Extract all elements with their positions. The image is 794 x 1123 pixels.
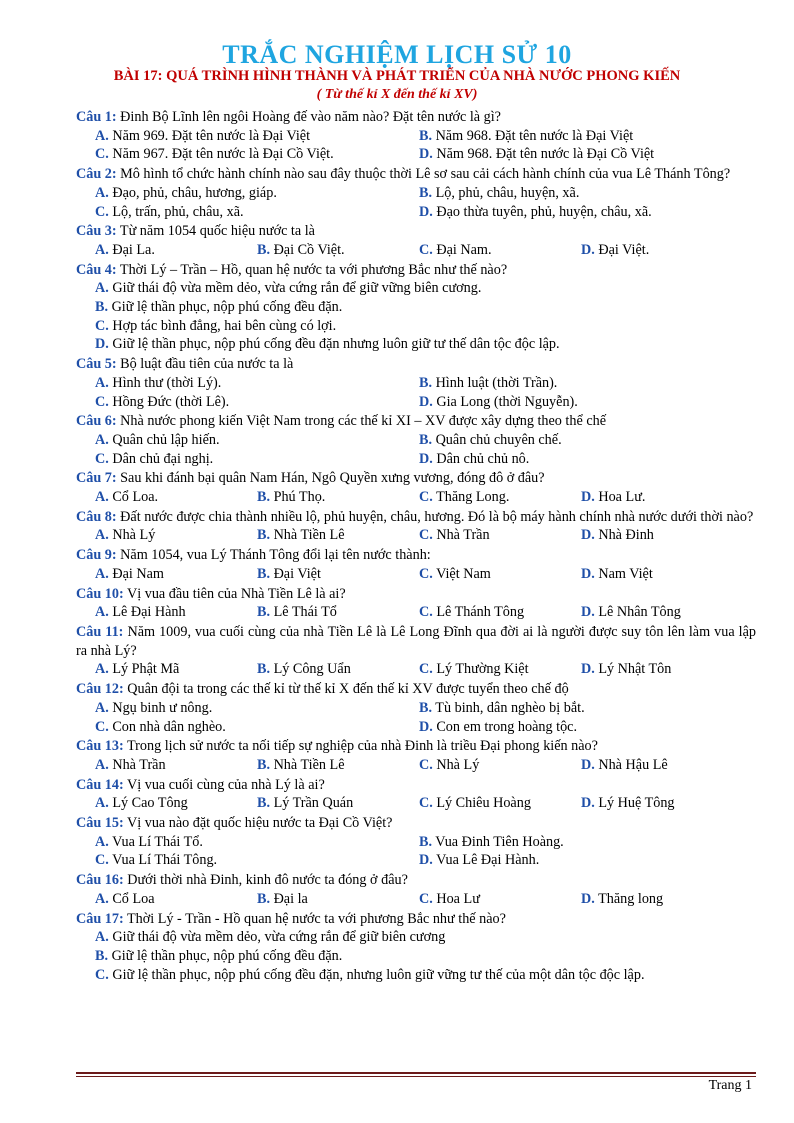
answer-option — [95, 851, 419, 870]
option-text: Nhà Tiền Lê — [270, 527, 345, 544]
answer-option — [257, 660, 419, 679]
answer-options — [76, 184, 756, 221]
option-letter: C. — [95, 852, 109, 869]
option-text: Đại Việt — [270, 565, 321, 582]
option-text: Lộ, trấn, phủ, châu, xã. — [108, 203, 244, 220]
option-text: Đạo thừa tuyên, phủ, huyện, châu, xã. — [432, 203, 652, 220]
option-text: Con em trong hoàng tộc. — [432, 718, 578, 735]
option-letter: C. — [419, 661, 433, 678]
option-text: Hồng Đức (thời Lê). — [108, 393, 230, 410]
option-letter: A. — [95, 795, 109, 812]
option-text: Lý Thường Kiệt — [432, 661, 529, 678]
option-letter: B. — [257, 756, 271, 773]
answer-options — [76, 488, 756, 507]
answer-options — [76, 603, 756, 622]
option-letter: B. — [257, 604, 271, 621]
question-text — [76, 623, 756, 660]
answer-option — [95, 203, 419, 222]
option-letter: C. — [419, 890, 433, 907]
question-body: Bộ luật đầu tiên của nước ta là — [116, 356, 294, 373]
question-item — [76, 585, 756, 622]
option-letter: B. — [257, 489, 271, 506]
answer-option — [95, 241, 257, 260]
question-body: Nhà nước phong kiến Việt Nam trong các thế kỉ XI – XV được xây dựng theo thể chế — [116, 413, 607, 430]
answer-option — [419, 526, 581, 545]
option-letter: A. — [95, 565, 109, 582]
answer-options — [76, 127, 756, 164]
question-label: Câu 2: — [76, 166, 117, 183]
answer-option — [95, 317, 756, 336]
option-text: Dân chủ chủ nô. — [432, 450, 530, 467]
answer-option — [95, 660, 257, 679]
answer-option — [95, 756, 257, 775]
question-text — [76, 108, 756, 127]
question-label: Câu 14: — [76, 776, 124, 793]
answer-options — [76, 928, 756, 984]
footer-rule — [76, 1072, 756, 1074]
option-text: Gia Long (thời Nguyễn). — [432, 393, 578, 410]
question-item — [76, 814, 756, 870]
answer-option — [257, 794, 419, 813]
option-text: Hoa Lư. — [594, 489, 646, 506]
option-letter: D. — [581, 661, 595, 678]
answer-option — [257, 603, 419, 622]
option-letter: B. — [257, 527, 271, 544]
question-label: Câu 13: — [76, 738, 124, 755]
answer-option — [95, 699, 419, 718]
option-text: Ngụ binh ư nông. — [108, 699, 213, 716]
option-letter: D. — [419, 718, 433, 735]
question-label: Câu 17: — [76, 910, 124, 927]
option-text: Giữ lệ thần phục, nộp phú cống đều đặn. — [108, 947, 343, 964]
option-letter: B. — [419, 127, 433, 144]
option-text: Cổ Loa. — [108, 489, 159, 506]
question-label: Câu 15: — [76, 815, 124, 832]
option-letter: A. — [95, 833, 109, 850]
answer-option — [95, 298, 756, 317]
option-text: Năm 969. Đặt tên nước là Đại Việt — [108, 127, 311, 144]
question-item — [76, 776, 756, 813]
question-label: Câu 9: — [76, 547, 117, 564]
answer-option — [95, 184, 419, 203]
option-text: Lý Trần Quán — [270, 795, 354, 812]
option-text: Đạo, phủ, châu, hương, giáp. — [108, 184, 277, 201]
option-text: Thăng Long. — [432, 489, 510, 506]
answer-option — [257, 890, 419, 909]
page-number: Trang 1 — [708, 1078, 752, 1093]
answer-options — [76, 374, 756, 411]
answer-options — [76, 241, 756, 260]
option-text: Năm 968. Đặt tên nước là Đại Việt — [432, 127, 634, 144]
answer-option — [581, 660, 756, 679]
option-text: Giữ thái độ vừa mềm dẻo, vừa cứng rắn để giữ vững biên cương. — [108, 280, 482, 297]
option-letter: C. — [419, 489, 433, 506]
option-letter: A. — [95, 890, 109, 907]
option-text: Vua Lí Thái Tông. — [108, 852, 218, 869]
question-item — [76, 108, 756, 164]
question-body: Thời Lý – Trần – Hồ, quan hệ nước ta với phương Bắc như thế nào? — [116, 261, 508, 278]
option-text: Con nhà dân nghèo. — [108, 718, 226, 735]
option-letter: B. — [257, 661, 271, 678]
option-letter: A. — [95, 127, 109, 144]
question-item — [76, 222, 756, 259]
question-text — [76, 546, 756, 565]
option-letter: C. — [419, 527, 433, 544]
option-letter: C. — [95, 718, 109, 735]
answer-option — [419, 603, 581, 622]
option-text: Phú Thọ. — [270, 489, 326, 506]
answer-option — [257, 241, 419, 260]
option-text: Đại Cồ Việt. — [270, 241, 345, 258]
answer-option — [95, 488, 257, 507]
option-text: Quân chủ chuyên chế. — [432, 431, 562, 448]
option-text: Đại la — [270, 890, 308, 907]
option-letter: B. — [257, 795, 271, 812]
question-item — [76, 910, 756, 985]
answer-option — [581, 526, 756, 545]
option-text: Lộ, phủ, châu, huyện, xã. — [432, 184, 580, 201]
option-letter: C. — [95, 146, 109, 163]
answer-options — [76, 279, 756, 354]
answer-option — [419, 794, 581, 813]
question-label: Câu 8: — [76, 508, 117, 525]
option-letter: A. — [95, 489, 109, 506]
answer-option — [95, 279, 756, 298]
option-text: Đại La. — [108, 241, 155, 258]
question-text — [76, 814, 756, 833]
option-letter: D. — [419, 852, 433, 869]
option-letter: D. — [581, 756, 595, 773]
question-text — [76, 680, 756, 699]
question-text — [76, 776, 756, 795]
question-item — [76, 355, 756, 411]
option-text: Lý Công Uẩn — [270, 661, 351, 678]
answer-option — [95, 947, 756, 966]
lesson-subtitle: BÀI 17: QUÁ TRÌNH HÌNH THÀNH VÀ PHÁT TRIỂN CỦA NHÀ NƯỚC PHONG KIẾN — [113, 68, 681, 84]
answer-options — [76, 526, 756, 545]
option-text: Lý Phật Mã — [108, 661, 180, 678]
option-text: Năm 968. Đặt tên nước là Đại Cồ Việt — [432, 146, 655, 163]
answer-options — [76, 699, 756, 736]
question-body: Thời Lý - Trần - Hồ quan hệ nước ta với phương Bắc như thế nào? — [123, 910, 506, 927]
option-text: Lê Nhân Tông — [594, 604, 681, 621]
option-text: Việt Nam — [432, 565, 491, 582]
answer-options — [76, 890, 756, 909]
option-text: Lý Huệ Tông — [594, 795, 675, 812]
question-item — [76, 680, 756, 736]
question-text — [76, 737, 756, 756]
answer-options — [76, 794, 756, 813]
question-label: Câu 12: — [76, 681, 124, 698]
answer-options — [76, 833, 756, 870]
option-letter: C. — [419, 756, 433, 773]
option-text: Lê Đại Hành — [108, 604, 186, 621]
answer-option — [419, 450, 756, 469]
answer-option — [95, 966, 756, 985]
option-letter: C. — [419, 604, 433, 621]
answer-option — [95, 718, 419, 737]
question-item — [76, 261, 756, 355]
option-text: Giữ lệ thần phục, nộp phú cống đều đặn. — [108, 299, 343, 316]
answer-option — [419, 756, 581, 775]
question-body: Quân đội ta trong các thế kỉ từ thế kỉ X đến thế kỉ XV được tuyển theo chế độ — [123, 681, 569, 698]
option-letter: B. — [419, 431, 433, 448]
answer-option — [95, 890, 257, 909]
option-text: Thăng long — [594, 890, 664, 907]
option-letter: B. — [257, 241, 271, 258]
option-letter: B. — [257, 565, 271, 582]
option-text: Lý Nhật Tôn — [594, 661, 672, 678]
answer-option — [95, 127, 419, 146]
option-text: Quân chủ lập hiến. — [108, 431, 220, 448]
option-text: Năm 967. Đặt tên nước là Đại Cồ Việt. — [108, 146, 334, 163]
question-label: Câu 5: — [76, 356, 117, 373]
option-letter: D. — [581, 527, 595, 544]
question-item — [76, 871, 756, 908]
answer-option — [581, 488, 756, 507]
question-item — [76, 165, 756, 221]
option-letter: A. — [95, 756, 109, 773]
option-text: Hợp tác bình đẳng, hai bên cùng có lợi. — [108, 317, 337, 334]
answer-option — [581, 794, 756, 813]
option-text: Nhà Tiền Lê — [270, 756, 345, 773]
question-text — [76, 910, 756, 929]
answer-option — [419, 374, 756, 393]
question-text — [76, 355, 756, 374]
question-label: Câu 4: — [76, 261, 117, 278]
answer-option — [419, 431, 756, 450]
option-letter: C. — [95, 450, 109, 467]
question-label: Câu 3: — [76, 223, 117, 240]
answer-option — [95, 393, 419, 412]
question-label: Câu 1: — [76, 109, 117, 125]
option-letter: B. — [257, 890, 271, 907]
answer-options — [76, 660, 756, 679]
answer-option — [95, 794, 257, 813]
question-label: Câu 6: — [76, 413, 117, 430]
option-letter: C. — [95, 393, 109, 410]
answer-option — [419, 890, 581, 909]
question-text — [76, 508, 756, 527]
answer-option — [419, 488, 581, 507]
question-item — [76, 412, 756, 468]
answer-option — [419, 851, 756, 870]
question-item — [76, 737, 756, 774]
option-letter: D. — [419, 203, 433, 220]
question-body: Vị vua nào đặt quốc hiệu nước ta Đại Cồ Việt? — [123, 815, 393, 832]
option-letter: D. — [95, 336, 109, 353]
option-letter: A. — [95, 929, 109, 946]
option-text: Đại Nam — [108, 565, 164, 582]
question-body: Đinh Bộ Lĩnh lên ngôi Hoàng đế vào năm nào? Đặt tên nước là gì? — [116, 109, 501, 125]
answer-option — [419, 127, 756, 146]
answer-option — [95, 374, 419, 393]
question-text — [76, 412, 756, 431]
option-letter: A. — [95, 280, 109, 297]
question-text — [76, 585, 756, 604]
question-label: Câu 7: — [76, 470, 117, 487]
answer-option — [95, 431, 419, 450]
option-letter: A. — [95, 699, 109, 716]
option-letter: B. — [419, 699, 433, 716]
answer-option — [95, 450, 419, 469]
option-letter: C. — [419, 795, 433, 812]
answer-options — [76, 756, 756, 775]
footer-rule-thin — [76, 1076, 756, 1077]
question-text — [76, 469, 756, 488]
option-text: Nhà Hậu Lê — [594, 756, 668, 773]
option-letter: C. — [95, 203, 109, 220]
question-item — [76, 508, 756, 545]
answer-option — [581, 241, 756, 260]
option-letter: B. — [419, 374, 433, 391]
option-letter: B. — [95, 299, 109, 316]
option-text: Nhà Trần — [432, 527, 490, 544]
option-text: Tù binh, dân nghèo bị bắt. — [432, 699, 585, 716]
answer-option — [95, 928, 756, 947]
option-letter: D. — [581, 604, 595, 621]
answer-option — [257, 488, 419, 507]
option-text: Nhà Lý — [108, 527, 156, 544]
option-letter: B. — [419, 833, 433, 850]
option-text: Nhà Lý — [432, 756, 480, 773]
answer-option — [581, 756, 756, 775]
option-letter: D. — [581, 565, 595, 582]
option-text: Nhà Trần — [108, 756, 166, 773]
option-letter: D. — [419, 450, 433, 467]
option-letter: D. — [419, 393, 433, 410]
answer-option — [581, 603, 756, 622]
option-letter: D. — [581, 795, 595, 812]
answer-option — [419, 699, 756, 718]
option-text: Đại Nam. — [432, 241, 492, 258]
answer-options — [76, 431, 756, 468]
question-body: Sau khi đánh bại quân Nam Hán, Ngô Quyền xưng vương, đóng đô ở đâu? — [116, 470, 545, 487]
option-letter: A. — [95, 184, 109, 201]
option-text: Vua Lê Đại Hành. — [432, 852, 540, 869]
answer-option — [95, 526, 257, 545]
question-body: Năm 1054, vua Lý Thánh Tông đổi lại tên nước thành: — [116, 547, 431, 564]
answer-option — [257, 565, 419, 584]
question-text — [76, 261, 756, 280]
question-list — [76, 107, 756, 984]
answer-option — [419, 660, 581, 679]
answer-option — [95, 145, 419, 164]
question-item — [76, 546, 756, 583]
option-letter: A. — [95, 374, 109, 391]
question-text — [76, 871, 756, 890]
option-letter: A. — [95, 661, 109, 678]
option-text: Giữ lệ thần phục, nộp phú cống đều đặn, nhưng luôn giữ vững tư thế của một dân tộc độc lập. — [108, 966, 645, 983]
answer-option — [95, 335, 756, 354]
option-letter: C. — [95, 317, 109, 334]
option-letter: A. — [95, 527, 109, 544]
answer-option — [419, 184, 756, 203]
option-text: Nhà Đinh — [594, 527, 654, 544]
question-body: Vị vua đầu tiên của Nhà Tiền Lê là ai? — [123, 585, 346, 602]
answer-option — [419, 145, 756, 164]
option-text: Đại Việt. — [594, 241, 650, 258]
question-body: Mô hình tổ chức hành chính nào sau đây thuộc thời Lê sơ sau cải cách hành chính của vua Lê Thánh Tông? — [116, 166, 731, 183]
answer-options — [76, 565, 756, 584]
question-label: Câu 16: — [76, 872, 124, 889]
question-text — [76, 165, 756, 184]
question-body: Năm 1009, vua cuối cùng của nhà Tiền Lê là Lê Long Đĩnh qua đời ai là người được suy tôn lên làm vua lập ra nhà Lý? — [76, 623, 757, 659]
option-letter: B. — [95, 947, 109, 964]
option-text: Lý Cao Tông — [108, 795, 188, 812]
option-letter: D. — [581, 890, 595, 907]
answer-option — [419, 241, 581, 260]
answer-option — [257, 526, 419, 545]
answer-option — [419, 833, 756, 852]
question-body: Dưới thời nhà Đinh, kinh đô nước ta đóng ở đâu? — [123, 872, 408, 889]
answer-option — [419, 393, 756, 412]
question-body: Trong lịch sử nước ta nối tiếp sự nghiệp của nhà Đinh là triều Đại phong kiến nào? — [123, 738, 598, 755]
option-letter: A. — [95, 241, 109, 258]
question-item — [76, 623, 756, 679]
option-letter: D. — [419, 146, 433, 163]
option-text: Cổ Loa — [108, 890, 155, 907]
page-title: TRẮC NGHIỆM LỊCH SỬ 10 — [222, 40, 572, 69]
question-body: Vị vua cuối cùng của nhà Lý là ai? — [123, 776, 325, 793]
option-text: Lý Chiêu Hoàng — [432, 795, 531, 812]
answer-option — [419, 718, 756, 737]
option-text: Hình thư (thời Lý). — [108, 374, 222, 391]
question-body: Từ năm 1054 quốc hiệu nước ta là — [116, 223, 315, 240]
question-text — [76, 222, 756, 241]
answer-option — [581, 890, 756, 909]
answer-option — [419, 203, 756, 222]
option-text: Hình luật (thời Trần). — [432, 374, 558, 391]
option-text: Lê Thái Tổ — [270, 604, 337, 621]
question-label: Câu 10: — [76, 585, 124, 602]
answer-option — [95, 833, 419, 852]
option-letter: B. — [419, 184, 433, 201]
option-letter: A. — [95, 431, 109, 448]
option-text: Giữ thái độ vừa mềm dẻo, vừa cứng rắn để giữ biên cương — [108, 929, 446, 946]
answer-option — [257, 756, 419, 775]
option-text: Nam Việt — [594, 565, 653, 582]
option-letter: A. — [95, 604, 109, 621]
question-label: Câu 11: — [76, 623, 124, 640]
option-text: Vua Đinh Tiên Hoàng. — [432, 833, 564, 850]
option-letter: C. — [419, 241, 433, 258]
option-text: Lê Thánh Tông — [432, 604, 525, 621]
option-text: Hoa Lư — [432, 890, 480, 907]
period-subtitle: ( Từ thế kỉ X đến thế kỉ XV) — [316, 87, 478, 102]
option-letter: C. — [419, 565, 433, 582]
question-item — [76, 469, 756, 506]
option-letter: D. — [581, 489, 595, 506]
question-body: Đất nước được chia thành nhiều lộ, phủ huyện, châu, hương. Đó là bộ máy hành chính nhà nước dưới thời nào? — [116, 508, 754, 525]
option-text: Giữ lệ thần phục, nộp phú cống đều đặn nhưng luôn giữ tư thế dân tộc độc lập. — [108, 336, 560, 353]
answer-option — [419, 565, 581, 584]
answer-option — [95, 603, 257, 622]
answer-option — [581, 565, 756, 584]
option-text: Vua Lí Thái Tổ. — [108, 833, 203, 850]
answer-option — [95, 565, 257, 584]
option-letter: D. — [581, 241, 595, 258]
option-text: Dân chủ đại nghị. — [108, 450, 214, 467]
option-letter: C. — [95, 966, 109, 983]
